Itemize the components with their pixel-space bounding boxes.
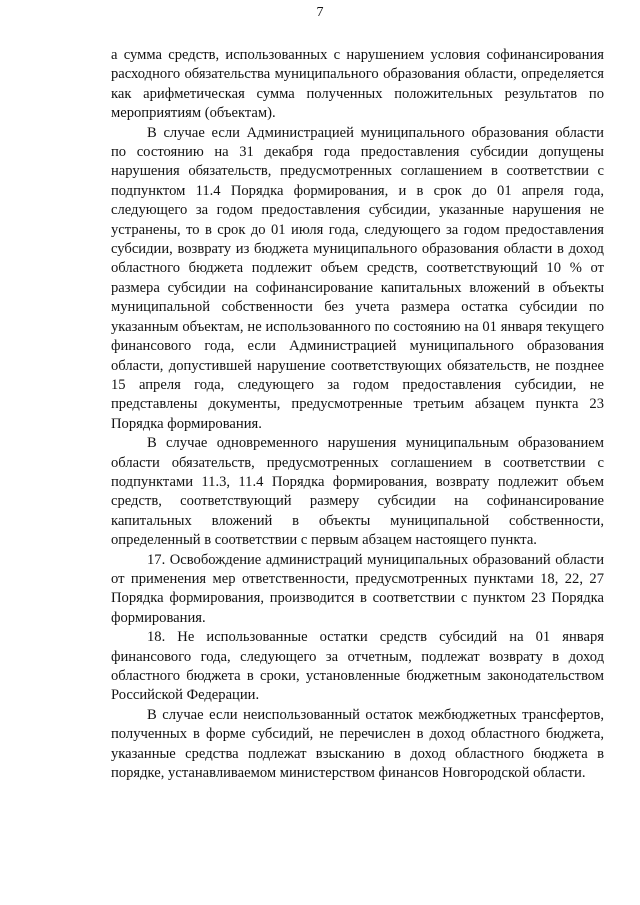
paragraph-continuation: а сумма средств, использованных с нарушением условия софинансирования расходного обязательства муниципального образования области, определяется как арифметическая сумма полученных положительных результатов по мероприятиям (объектам). — [111, 47, 604, 122]
paragraph-item-18: 18. Не использованные остатки средств субсидий на 01 января финансового года, следующего за отчетным, подлежат возврату в доход областного бюджета в сроки, установленные бюджетным законодательством Российской Федерации. — [111, 629, 604, 704]
paragraph-simultaneous-violation: В случае одновременного нарушения муниципальным образованием области обязательств, предусмотренных соглашением в соответствии с подпунктами 11.3, 11.4 Порядка формирования, возврату подлежит объем средств, соответствующий размеру субсидии на софинансирование капитальных вложений в объекты муниципальной собственности, определенный в соответствии с первым абзацем настоящего пункта. — [111, 435, 604, 549]
paragraph-unused-balance: В случае если неиспользованный остаток межбюджетных трансфертов, полученных в форме субсидий, не перечислен в доход областного бюджета, указанные средства подлежат взысканию в доход областного бюджета в порядке, устанавливаемом министерством финансов Новгородской области. — [111, 706, 604, 782]
document-body — [111, 46, 604, 783]
paragraph-violation-obligations: В случае если Администрацией муниципального образования области по состоянию на 31 декабря года предоставления субсидии допущены нарушения обязательств, предусмотренных соглашением в соответствии с подпунктом 11.4 Порядка формирования, и в срок до 01 апреля года, следующего за годом предоставления субсидии, указанные нарушения не устранены, то в срок до 01 июля года, следующего за годом предоставления субсидии, возврату из бюджета муниципального образования области в доход областного бюджета подлежит объем средств, соответствующий 10 % от размера субсидии на софинансирование капитальных вложений в объекты муниципальной собственности без учета размера остатка субсидии по указанным объектам, не использованного по состоянию на 01 января текущего финансового года, если Администрацией муниципального образования области, допустившей нарушение соответствующих обязательств, не позднее 15 апреля года, следующего за годом предоставления субсидии, не представлены документы, предусмотренные третьим абзацем пункта 23 Порядка формирования. — [111, 124, 604, 432]
page-number: 7 — [316, 5, 324, 20]
paragraph-item-17: 17. Освобождение администраций муниципальных образований области от применения мер ответственности, предусмотренных пунктами 18, 22, 27 Порядка формирования, производится в соответствии с пунктом 23 Порядка формирования. — [111, 551, 604, 626]
